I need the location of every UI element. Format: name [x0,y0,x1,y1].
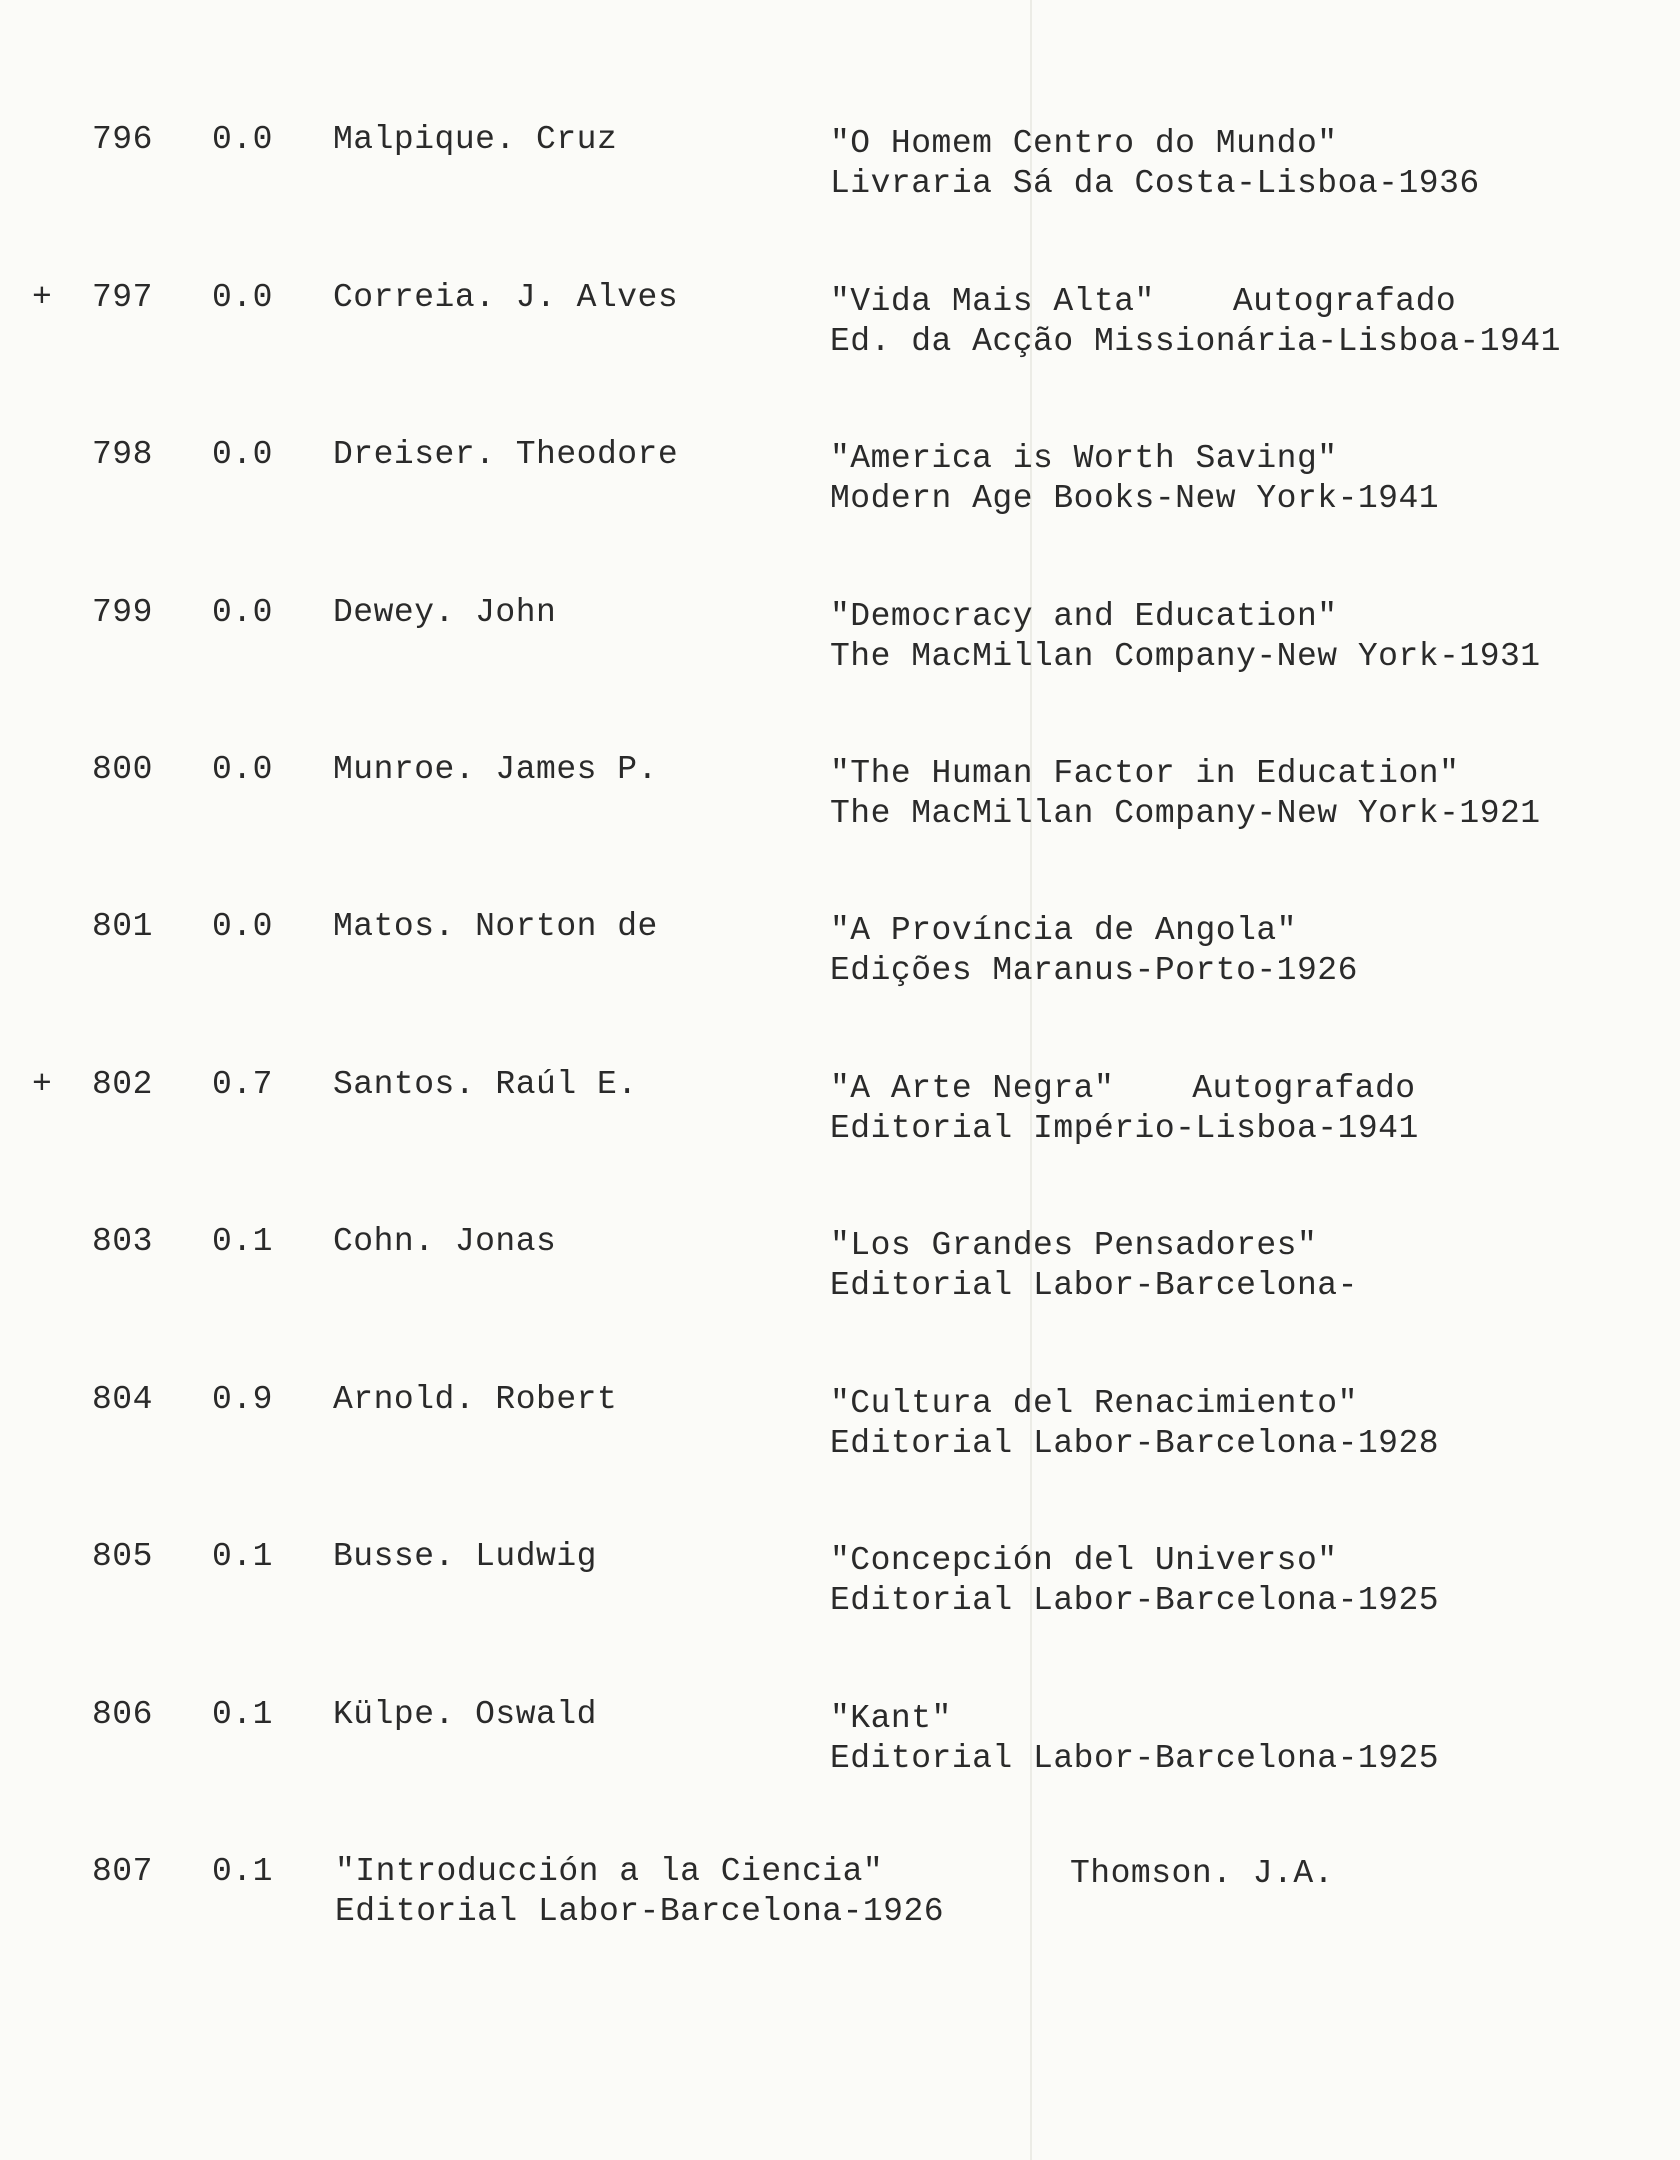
entry-publisher: Editorial Labor-Barcelona-1925 [830,1582,1440,1619]
entry-author: Busse. Ludwig [333,1538,597,1575]
entry-publisher: Edições Maranus-Porto-1926 [830,952,1358,989]
entry-title: "Vida Mais Alta" [830,283,1155,320]
entry-author: Correia. J. Alves [333,279,679,316]
entry-title-line [830,124,1416,164]
catalog-entry [0,435,1680,535]
catalog-entry [0,1695,1680,1795]
entry-value: 0.0 [212,436,273,473]
entry-title: "The Human Factor in Education" [830,755,1460,792]
entry-title: "A Arte Negra" [830,1070,1115,1107]
catalog-entry [0,1852,1680,1952]
entry-title: "Los Grandes Pensadores" [830,1227,1318,1264]
entry-number: 796 [92,121,153,158]
entry-publisher: Editorial Labor-Barcelona-1926 [335,1893,945,1930]
entry-number: 799 [92,594,153,631]
entry-value: 0.1 [212,1223,273,1260]
entry-value: 0.1 [212,1538,273,1575]
entry-author: Dewey. John [333,594,557,631]
entry-title-line [830,1069,1416,1109]
entry-publisher: The MacMillan Company-New York-1931 [830,638,1541,675]
entry-value: 0.1 [212,1696,273,1733]
entry-number: 806 [92,1696,153,1733]
entry-value: 0.0 [212,594,273,631]
entry-title: "A Província de Angola" [830,912,1297,949]
entry-author: Arnold. Robert [333,1381,618,1418]
entry-number: 802 [92,1066,153,1103]
catalog-entry [0,1380,1680,1480]
catalog-entry [0,593,1680,693]
entry-value: 0.0 [212,908,273,945]
entry-publisher: Editorial Labor-Barcelona- [830,1267,1358,1304]
entry-title-line [830,754,1537,794]
entry-title-line [830,1384,1436,1424]
entry-number: 797 [92,279,153,316]
entry-author: Santos. Raúl E. [333,1066,638,1103]
entry-publisher: Editorial Labor-Barcelona-1925 [830,1740,1440,1777]
entry-title: "Cultura del Renacimiento" [830,1385,1358,1422]
entry-number: 805 [92,1538,153,1575]
entry-author: Matos. Norton de [333,908,658,945]
entry-author: Külpe. Oswald [333,1696,597,1733]
entry-title-line [830,1541,1416,1581]
entry-title-line [830,1226,1395,1266]
catalog-entry [0,907,1680,1007]
entry-publisher: Ed. da Acção Missionária-Lisboa-1941 [830,323,1561,360]
entry-value: 0.7 [212,1066,273,1103]
entry-title-line [830,911,1375,951]
entry-title: "Kant" [830,1700,952,1737]
entry-note: Autografado [1232,283,1457,320]
catalog-entry [0,278,1680,378]
entry-title: "O Homem Centro do Mundo" [830,125,1338,162]
catalog-entry [0,1065,1680,1165]
entry-number: 798 [92,436,153,473]
entry-title: "America is Worth Saving" [830,440,1338,477]
entry-title-line [830,1699,1030,1739]
entry-title-line [830,597,1416,637]
entry-publisher: Modern Age Books-New York-1941 [830,480,1440,517]
entry-mark: + [32,1066,53,1103]
entry-value: 0.1 [212,1853,273,1890]
entry-number: 804 [92,1381,153,1418]
entry-number: 800 [92,751,153,788]
entry-author: Dreiser. Theodore [333,436,679,473]
catalog-entry [0,120,1680,220]
entry-title-line [830,439,1416,479]
catalog-entry [0,1222,1680,1322]
entry-author: Malpique. Cruz [333,121,618,158]
entry-value: 0.0 [212,751,273,788]
entry-title-line [830,282,1456,322]
entry-number: 807 [92,1853,153,1890]
entry-author: Munroe. James P. [333,751,658,788]
entry-author: Cohn. Jonas [333,1223,557,1260]
entry-publisher: The MacMillan Company-New York-1921 [830,795,1541,832]
entry-publisher: Editorial Labor-Barcelona-1928 [830,1425,1440,1462]
entry-value: 0.0 [212,279,273,316]
catalog-entry [0,1537,1680,1637]
entry-title: "Concepción del Universo" [830,1542,1338,1579]
entry-publisher: Editorial Império-Lisboa-1941 [830,1110,1419,1147]
entry-title: "Introducción a la Ciencia" [335,1853,884,1890]
entry-publisher: Livraria Sá da Costa-Lisboa-1936 [830,165,1480,202]
entry-mark: + [32,279,53,316]
entry-number: 803 [92,1223,153,1260]
entry-title-line [335,1852,961,1892]
entry-value: 0.9 [212,1381,273,1418]
entry-title: "Democracy and Education" [830,598,1338,635]
catalog-entry [0,750,1680,850]
entry-value: 0.0 [212,121,273,158]
entry-author: Thomson. J.A. [1070,1855,1334,1892]
entry-note: Autografado [1192,1070,1416,1107]
entry-number: 801 [92,908,153,945]
